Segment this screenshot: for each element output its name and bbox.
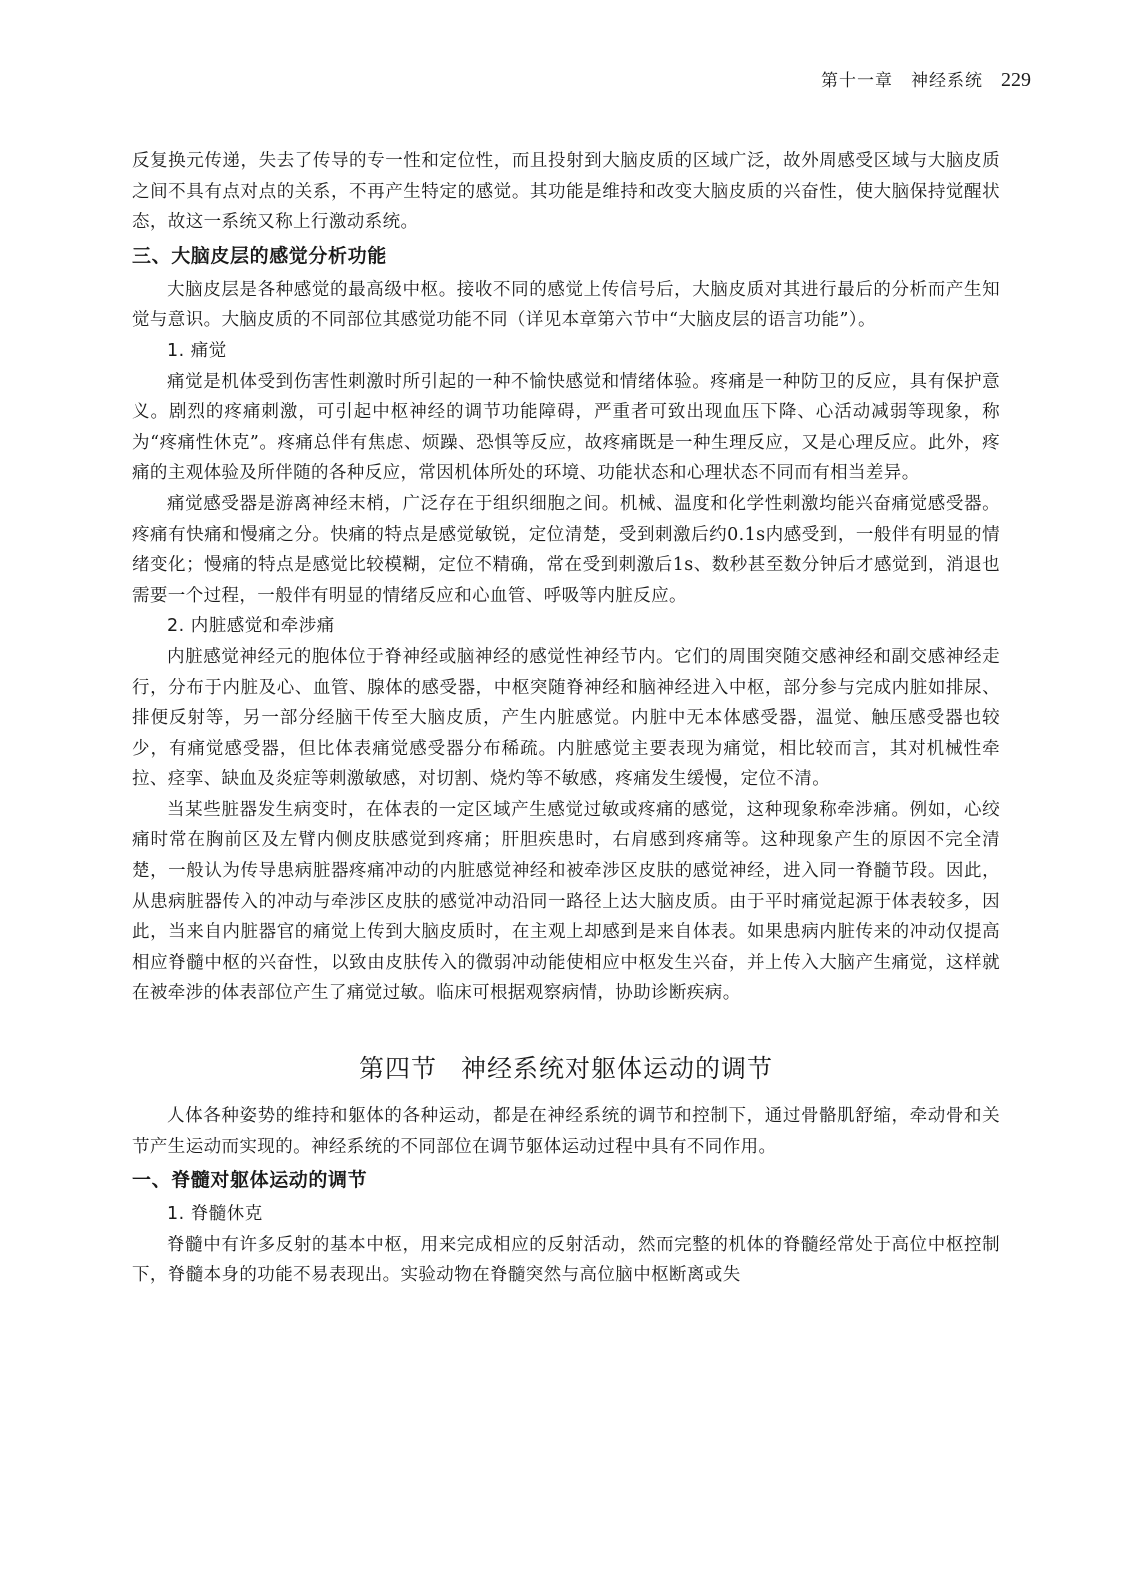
chapter-title: 第十一章 神经系统 [821, 71, 983, 91]
running-header [821, 66, 1031, 92]
section-heading-spinal-cord: 一、脊髓对躯体运动的调节 [132, 1169, 368, 1192]
subheading-spinal-shock: 1. 脊髓休克 [167, 1204, 263, 1225]
paragraph: 当某些脏器发生病变时，在体表的一定区域产生感觉过敏或疼痛的感觉，这种现象称牵涉痛。例如，心绞痛时常在胸前区及左臂内侧皮肤感觉到疼痛；肝胆疾患时，右肩感到疼痛等。这种现象产生的原因不完全清楚，一般认为传导患病脏器疼痛冲动的内脏感觉神经和被牵涉区皮肤的感觉神经，进入同一脊髓节段。因此，从患病脏器传入的冲动与牵涉区皮肤的感觉冲动沿同一路径上达大脑皮质。由于平时痛觉起源于体表较多，因此，当来自内脏器官的痛觉上传到大脑皮质时，在主观上却感到是来自体表。如果患病内脏传来的冲动仅提高相应脊髓中枢的兴奋性，以致由皮肤传入的微弱冲动能使相应中枢发生兴奋，并上传入大脑产生痛觉，这样就在被牵涉的体表部位产生了痛觉过敏。临床可根据观察病情，协助诊断疾病。 [132, 799, 1000, 1004]
page-body [132, 146, 1000, 1291]
section-title [132, 1051, 1000, 1087]
subheading-pain: 1. 痛觉 [167, 340, 227, 361]
paragraph: 脊髓中有许多反射的基本中枢，用来完成相应的反射活动，然而完整的机体的脊髓经常处于高位中枢控制下，脊髓本身的功能不易表现出。实验动物在脊髓突然与高位脑中枢断离或失 [132, 1234, 1000, 1286]
paragraph: 痛觉是机体受到伤害性刺激时所引起的一种不愉快感觉和情绪体验。疼痛是一种防卫的反应，具有保护意义。剧烈的疼痛刺激，可引起中枢神经的调节功能障碍，严重者可致出现血压下降、心活动减弱等现象，称为“疼痛性休克”。疼痛总伴有焦虑、烦躁、恐惧等反应，故疼痛既是一种生理反应，又是心理反应。此外，疼痛的主观体验及所伴随的各种反应，常因机体所处的环境、功能状态和心理状态不同而有相当差异。 [132, 371, 1000, 484]
continuation-paragraph: 反复换元传递，失去了传导的专一性和定位性，而且投射到大脑皮质的区域广泛，故外周感受区域与大脑皮质之间不具有点对点的关系，不再产生特定的感觉。其功能是维持和改变大脑皮质的兴奋性，使大脑保持觉醒状态，故这一系统又称上行激动系统。 [132, 151, 1000, 233]
paragraph: 大脑皮层是各种感觉的最高级中枢。接收不同的感觉上传信号后，大脑皮质对其进行最后的分析而产生知觉与意识。大脑皮质的不同部位其感觉功能不同（详见本章第六节中“大脑皮层的语言功能”）。 [132, 279, 1000, 331]
section-title-text: 神经系统对躯体运动的调节 [461, 1054, 774, 1084]
page-number: 229 [1001, 69, 1031, 91]
paragraph: 人体各种姿势的维持和躯体的各种运动，都是在神经系统的调节和控制下，通过骨骼肌舒缩，牵动骨和关节产生运动而实现的。神经系统的不同部位在调节躯体运动过程中具有不同作用。 [132, 1106, 1000, 1157]
paragraph: 内脏感觉神经元的胞体位于脊神经或脑神经的感觉性神经节内。它们的周围突随交感神经和副交感神经走行，分布于内脏及心、血管、腺体的感受器，中枢突随脊神经和脑神经进入中枢，部分参与完成内脏如排尿、排便反射等，另一部分经脑干传至大脑皮质，产生内脏感觉。内脏中无本体感受器，温觉、触压感受器也较少，有痛觉感受器，但比体表痛觉感受器分布稀疏。内脏感觉主要表现为痛觉，相比较而言，其对机械性牵拉、痉挛、缺血及炎症等刺激敏感，对切割、烧灼等不敏感，疼痛发生缓慢，定位不清。 [132, 646, 1000, 790]
paragraph: 痛觉感受器是游离神经末梢，广泛存在于组织细胞之间。机械、温度和化学性刺激均能兴奋痛觉感受器。疼痛有快痛和慢痛之分。快痛的特点是感觉敏锐，定位清楚，受到刺激后约0.1s内感受到，一般伴有明显的情绪变化；慢痛的特点是感觉比较模糊，定位不精确，常在受到刺激后1s、数秒甚至数分钟后才感觉到，消退也需要一个过程，一般伴有明显的情绪反应和心血管、呼吸等内脏反应。 [132, 493, 1000, 606]
section-number: 第四节 [358, 1054, 437, 1084]
subheading-visceral-pain: 2. 内脏感觉和牵涉痛 [167, 616, 335, 637]
section-heading-sensory-analysis: 三、大脑皮层的感觉分析功能 [132, 244, 387, 267]
